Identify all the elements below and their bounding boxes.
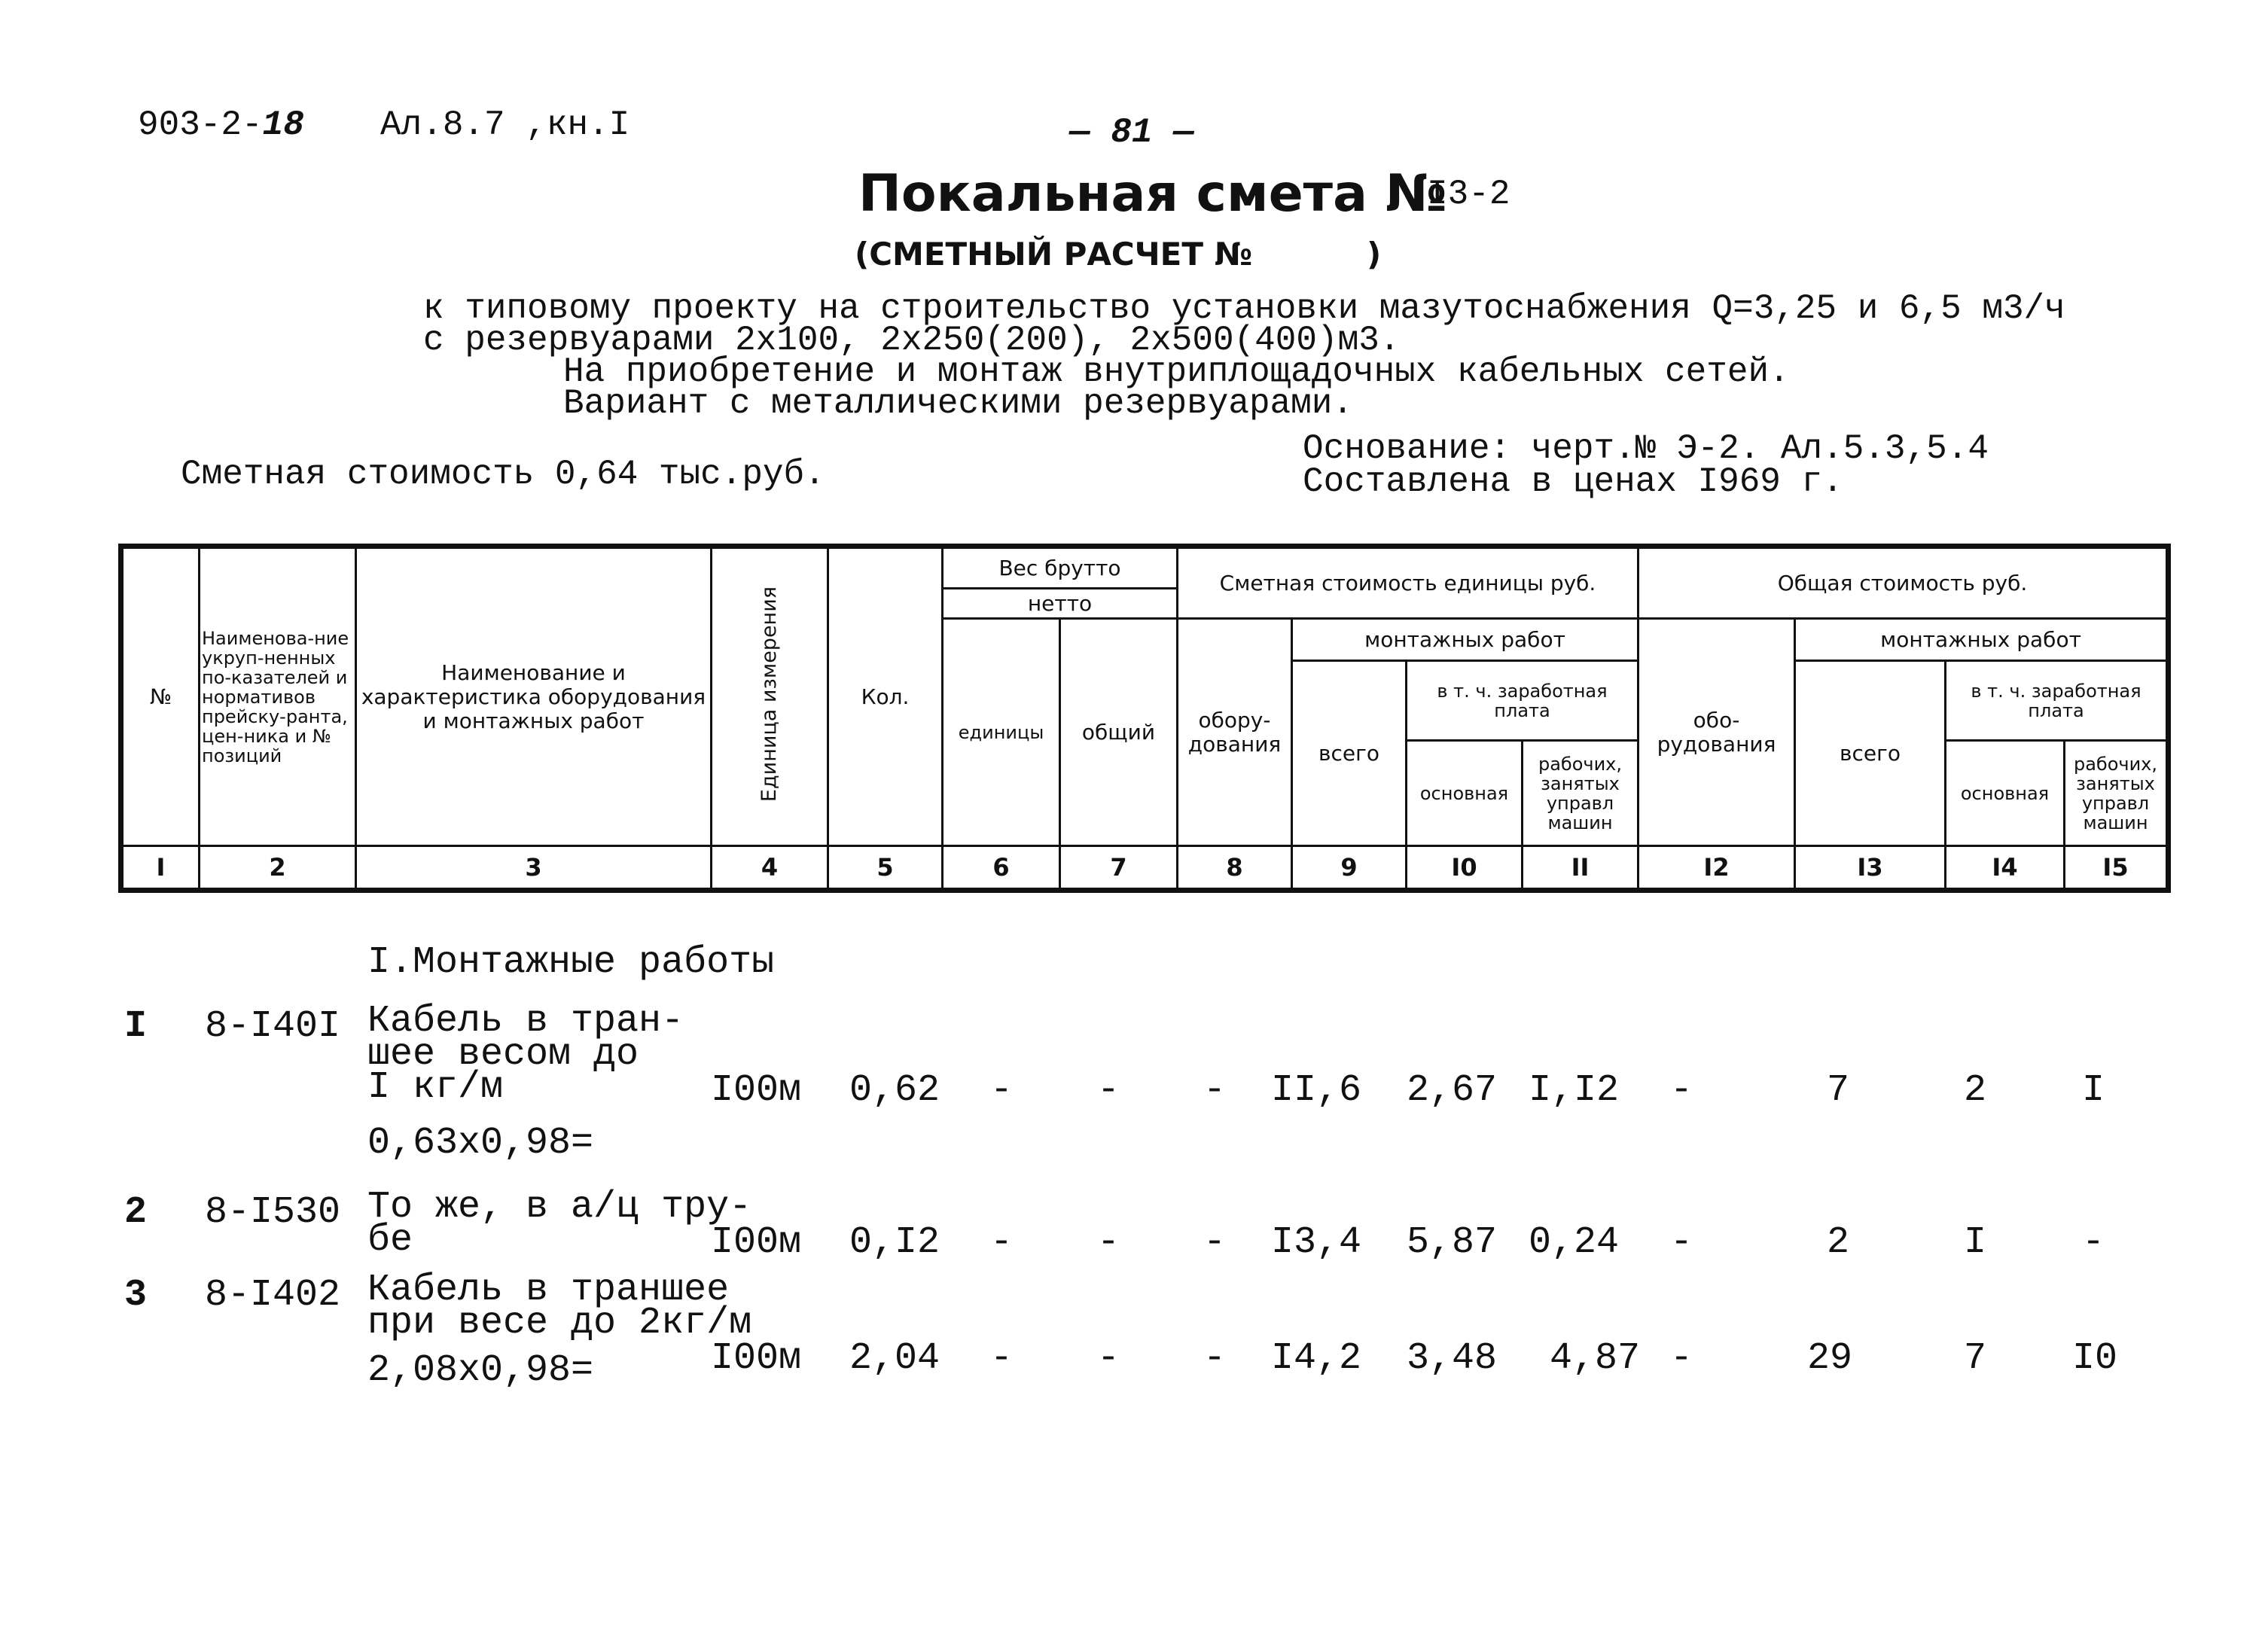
- col-num: I5: [2065, 846, 2169, 891]
- row-machine-total: I0: [2072, 1337, 2118, 1380]
- col-num: 9: [1292, 846, 1407, 891]
- estimate-number: I3-2: [1427, 175, 1510, 214]
- header-unit: [712, 547, 828, 846]
- col-num: 6: [943, 846, 1060, 891]
- document-code: [138, 105, 304, 145]
- row-weight-unit: -: [990, 1221, 1014, 1264]
- page-number: — 81 —: [1069, 113, 1194, 152]
- row-weight-total: -: [1097, 1337, 1120, 1380]
- header-mounting-total: монтажных работ: [1795, 619, 2169, 661]
- row-code: 8-I530: [205, 1191, 341, 1234]
- row-wage-total: I: [1964, 1221, 1987, 1264]
- row-code: 8-I402: [205, 1274, 341, 1317]
- col-num: 2: [200, 846, 356, 891]
- row-weight-total: -: [1097, 1221, 1120, 1264]
- row-qty: 2,04: [849, 1337, 940, 1380]
- row-unit: I00м: [711, 1337, 802, 1380]
- col-num: I4: [1946, 846, 2065, 891]
- col-num: 3: [356, 846, 712, 891]
- row-calc: 0,63x0,98=: [367, 1122, 594, 1165]
- header-weight-total: общий: [1060, 619, 1178, 846]
- row-machine-unit: 0,24: [1529, 1221, 1620, 1264]
- col-num: 8: [1178, 846, 1292, 891]
- description-line-2: с резервуарами 2х100, 2х250(200), 2х500(400)м3.: [423, 321, 1401, 360]
- col-num: I: [121, 846, 200, 891]
- row-number: I: [124, 1005, 148, 1048]
- page-subtitle: (СМЕТНЫЙ РАСЧЕТ №: [855, 236, 1253, 273]
- doc-code-prefix: 903-2-: [138, 105, 263, 145]
- column-numbers-row: [121, 846, 2169, 891]
- header-all-total: всего: [1795, 661, 1946, 846]
- row-equipment-unit: -: [1203, 1069, 1227, 1112]
- row-wage-unit: 3,48: [1407, 1337, 1498, 1380]
- header-weight: Вес брутто: [943, 547, 1178, 589]
- header-equipment: обору-дования: [1178, 619, 1292, 846]
- subtitle-close: ): [1367, 236, 1382, 273]
- estimated-cost: Сметная стоимость 0,64 тыс.руб.: [181, 455, 825, 494]
- estimate-header-table: [118, 544, 2171, 893]
- row-unit: I00м: [711, 1221, 802, 1264]
- row-equipment-total: -: [1670, 1221, 1693, 1264]
- album-ref: Ал.8.7 ,кн.I: [380, 105, 630, 145]
- doc-code-suffix: 18: [262, 105, 304, 145]
- description-line-3: На приобретение и монтаж внутриплощадочных кабельных сетей.: [563, 352, 1790, 391]
- row-machine-total: I: [2082, 1069, 2105, 1112]
- page-title: Покальная смета №: [858, 164, 1447, 224]
- header-unit-text: Единица измерения: [758, 586, 781, 803]
- col-num: 4: [712, 846, 828, 891]
- row-name: Кабель в тран- шее весом до I кг/м: [367, 1000, 684, 1109]
- row-equipment-total: -: [1670, 1337, 1693, 1380]
- header-machine-workers: рабочих, занятых управл машин: [1523, 741, 1639, 846]
- price-year: Составлена в ценах I969 г.: [1303, 462, 1843, 501]
- row-weight-unit: -: [990, 1337, 1014, 1380]
- header-weight-unit: единицы: [943, 619, 1060, 846]
- row-machine-unit: 4,87: [1550, 1337, 1641, 1380]
- header-basic: основная: [1407, 741, 1523, 846]
- col-num: I3: [1795, 846, 1946, 891]
- header-unit-cost: Сметная стоимость единицы руб.: [1178, 547, 1639, 619]
- row-number: 2: [124, 1191, 148, 1234]
- col-num: 7: [1060, 846, 1178, 891]
- row-wage-unit: 5,87: [1407, 1221, 1498, 1264]
- row-equipment-unit: -: [1203, 1337, 1227, 1380]
- row-mount-unit: I3,4: [1271, 1221, 1362, 1264]
- row-qty: 0,62: [849, 1069, 940, 1112]
- row-calc: 2,08x0,98=: [367, 1349, 594, 1392]
- row-unit: I00м: [711, 1069, 802, 1112]
- header-incl-wage-total: в т. ч. заработная плата: [1946, 661, 2169, 741]
- header-normative: Наименова-ние укруп-ненных по-казателей и нормативов прейску-ранта, цен-ника и № позиций: [200, 547, 356, 846]
- row-weight-total: -: [1097, 1069, 1120, 1112]
- row-weight-unit: -: [990, 1069, 1014, 1112]
- header-weight-net: нетто: [943, 589, 1178, 619]
- col-num: II: [1523, 846, 1639, 891]
- header-machine-workers-total: рабочих, занятых управл машин: [2065, 741, 2169, 846]
- row-equipment-total: -: [1670, 1069, 1693, 1112]
- header-mounting: монтажных работ: [1292, 619, 1639, 661]
- row-wage-total: 2: [1964, 1069, 1987, 1112]
- row-name: Кабель в траншее при весе до 2кг/м: [367, 1269, 752, 1345]
- row-mount-unit: II,6: [1271, 1069, 1362, 1112]
- description-line-1: к типовому проекту на строительство установки мазутоснабжения Q=3,25 и 6,5 м3/ч: [423, 289, 2065, 328]
- row-equipment-unit: -: [1203, 1221, 1227, 1264]
- col-num: 5: [828, 846, 943, 891]
- row-qty: 0,I2: [849, 1221, 940, 1264]
- row-machine-total: -: [2082, 1221, 2105, 1264]
- row-mount-total: 29: [1807, 1337, 1853, 1380]
- row-wage-total: 7: [1964, 1337, 1987, 1380]
- header-qty: Кол.: [828, 547, 943, 846]
- header-all: всего: [1292, 661, 1407, 846]
- description-line-4: Вариант с металлическими резервуарами.: [563, 384, 1353, 423]
- header-incl-wage: в т. ч. заработная плата: [1407, 661, 1639, 741]
- row-name: То же, в а/ц тру- бе: [367, 1186, 752, 1262]
- header-total-cost: Общая стоимость руб.: [1639, 547, 2169, 619]
- col-num: I0: [1407, 846, 1523, 891]
- row-mount-unit: I4,2: [1271, 1337, 1362, 1380]
- header-basic-total: основная: [1946, 741, 2065, 846]
- row-code: 8-I40I: [205, 1005, 341, 1048]
- section-title: I.Монтажные работы: [367, 941, 775, 984]
- row-mount-total: 2: [1827, 1221, 1850, 1264]
- row-number: 3: [124, 1274, 148, 1317]
- row-mount-total: 7: [1827, 1069, 1850, 1112]
- row-wage-unit: 2,67: [1407, 1069, 1498, 1112]
- header-name: Наименование и характеристика оборудования и монтажных работ: [356, 547, 712, 846]
- header-no: №: [121, 547, 200, 846]
- basis: Основание: черт.№ Э-2. Ал.5.3,5.4: [1303, 429, 1989, 468]
- header-equipment-total: обо-рудования: [1639, 619, 1795, 846]
- row-machine-unit: I,I2: [1529, 1069, 1620, 1112]
- col-num: I2: [1639, 846, 1795, 891]
